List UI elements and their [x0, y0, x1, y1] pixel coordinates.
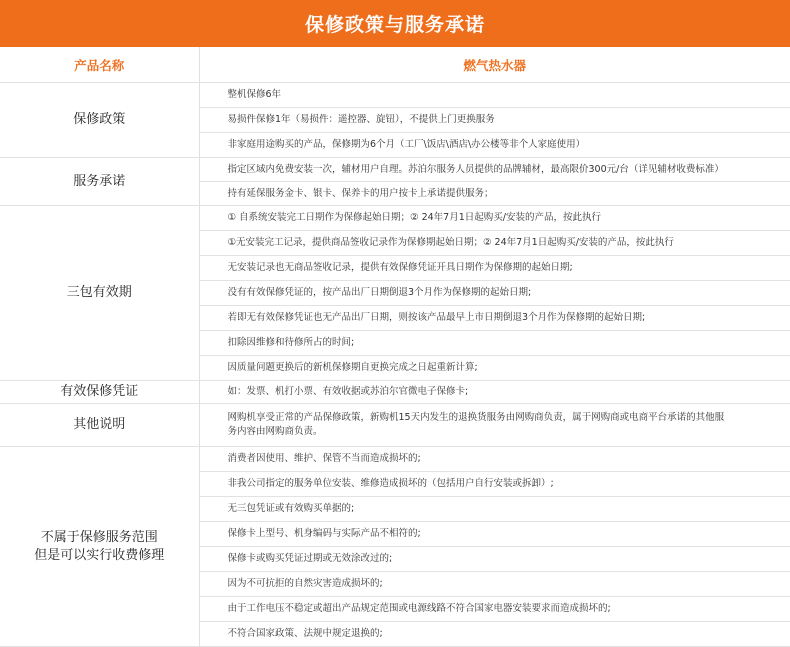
list-item: 易损件保修1年（易损件：遥控器、旋钮），不提供上门更换服务 — [199, 108, 790, 133]
table-row — [0, 404, 790, 447]
table-header-row — [0, 47, 790, 83]
list-item: 网购机享受正常的产品保修政策，新购机15天内发生的退换货服务由网购商负责，属于网购商或电商平台承诺的其他服务内容由网购商负责。 — [199, 404, 790, 447]
list-item: 扣除因维修和待修所占的时间; — [199, 331, 790, 356]
list-item: 若即无有效保修凭证也无产品出厂日期，则按该产品最早上市日期倒退3个月作为保修期的起始日期; — [199, 306, 790, 331]
list-item: 无安装记录也无商品签收记录，提供有效保修凭证开具日期作为保修期的起始日期; — [199, 256, 790, 281]
list-item: ① 自系统安装完工日期作为保修起始日期；② 24年7月1日起购买/安装的产品，按此执行 — [199, 206, 790, 231]
page-title: 保修政策与服务承诺 — [304, 14, 485, 36]
table-row — [0, 83, 790, 108]
page-title-banner — [0, 0, 790, 47]
category-not-covered-line1: 不属于保修服务范围 — [40, 529, 158, 545]
warranty-table — [0, 47, 790, 647]
list-item: 如：发票、机打小票、有效收据或苏泊尔官微电子保修卡; — [199, 381, 790, 404]
list-item: 因质量问题更换后的新机保修期自更换完成之日起重新计算; — [199, 356, 790, 381]
list-item: 由于工作电压不稳定或超出产品规定范围或电源线路不符合国家电器安装要求而造成损坏的; — [199, 597, 790, 622]
list-item: 不符合国家政策、法规中规定退换的; — [199, 622, 790, 647]
list-item: 没有有效保修凭证的，按产品出厂日期倒退3个月作为保修期的起始日期; — [199, 281, 790, 306]
category-warranty-policy: 保修政策 — [0, 83, 199, 158]
category-valid-proof: 有效保修凭证 — [0, 381, 199, 404]
list-item: 保修卡或购买凭证过期或无效涂改过的; — [199, 547, 790, 572]
category-service-commitment: 服务承诺 — [0, 158, 199, 206]
header-product-type: 燃气热水器 — [199, 47, 790, 83]
list-item: 无三包凭证或有效购买单据的; — [199, 497, 790, 522]
table-row — [0, 447, 790, 472]
header-product-name: 产品名称 — [0, 47, 199, 83]
category-not-covered — [0, 447, 199, 647]
category-not-covered-line2: 但是可以实行收费修理 — [34, 547, 165, 563]
list-item: 整机保修6年 — [199, 83, 790, 108]
table-row — [0, 206, 790, 231]
list-item: 消费者因使用、维护、保管不当而造成损坏的; — [199, 447, 790, 472]
list-item: 指定区域内免费安装一次，辅材用户自理。苏泊尔服务人员提供的品牌辅材，最高限价300元/台（详见辅材收费标准） — [199, 158, 790, 182]
category-warranty-period: 三包有效期 — [0, 206, 199, 381]
list-item: 非我公司指定的服务单位安装、维修造成损坏的（包括用户自行安装或拆卸）; — [199, 472, 790, 497]
list-item: 因为不可抗拒的自然灾害造成损坏的; — [199, 572, 790, 597]
list-item: 保修卡上型号、机身编码与实际产品不相符的; — [199, 522, 790, 547]
table-row — [0, 158, 790, 182]
list-item: 非家庭用途购买的产品，保修期为6个月（工厂\饭店\酒店\办公楼等非个人家庭使用） — [199, 133, 790, 158]
list-item: 持有延保服务金卡、银卡、保养卡的用户按卡上承诺提供服务； — [199, 182, 790, 206]
category-other-notes: 其他说明 — [0, 404, 199, 447]
table-row — [0, 381, 790, 404]
list-item: ①无安装完工记录，提供商品签收记录作为保修期起始日期；② 24年7月1日起购买/安装的产品，按此执行 — [199, 231, 790, 256]
